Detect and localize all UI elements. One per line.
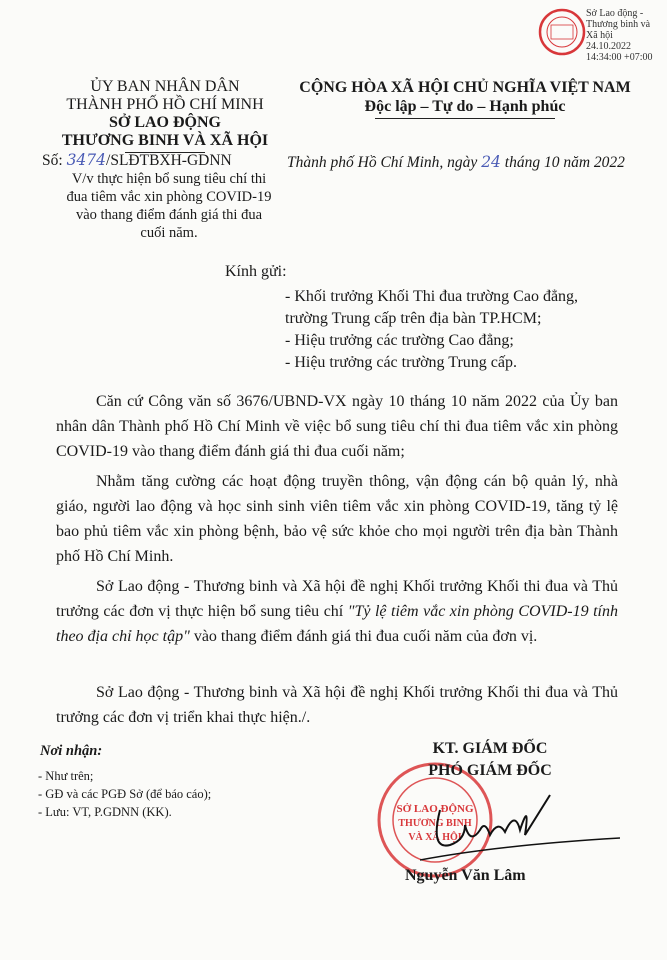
signer-name: Nguyễn Văn Lâm [405, 867, 526, 884]
noi-nhan-item: - Như trên; [38, 769, 94, 783]
text: vào thang điểm đánh giá thi đua cuối năm của đơn vị. [189, 628, 538, 645]
body-paragraph [56, 574, 618, 649]
divider [375, 118, 555, 119]
stamp-line: Thương binh và [586, 19, 651, 30]
issuer-line: ỦY BAN NHÂN DÂN [90, 78, 240, 95]
subject-line: V/v thực hiện bổ sung tiêu chí thi [71, 171, 267, 187]
body-paragraph: Sở Lao động - Thương binh và Xã hội đề nghị Khối trưởng Khối thi đua và Thủ trưởng các đơn vị triển khai thực hiện./. [56, 684, 618, 726]
national-title: CỘNG HÒA XÃ HỘI CHỦ NGHĨA VIỆT NAM [299, 79, 631, 96]
svg-text:SỞ LAO ĐỘNG: SỞ LAO ĐỘNG [396, 803, 474, 815]
noi-nhan-label: Nơi nhận: [40, 743, 103, 759]
svg-text:THƯƠNG BINH: THƯƠNG BINH [398, 818, 472, 829]
criterion-quote: "Tỷ lệ tiêm vắc xin phòng COVID-19 tính theo địa chỉ học tập" [56, 603, 618, 645]
stamp-line: Sở Lao động - [586, 8, 644, 19]
document-number [42, 151, 297, 170]
recipient: - Khối trưởng Khối Thi đua trường Cao đẳng, [285, 288, 579, 305]
subject-line: cuối năm. [140, 225, 198, 241]
stamp-line: Xã hội [586, 30, 613, 41]
noi-nhan-list [38, 767, 211, 821]
handwritten-day: 24 [481, 153, 501, 171]
subject-line: đua tiêm vắc xin phòng COVID-19 [66, 189, 272, 205]
issuer-line: SỞ LAO ĐỘNG [108, 114, 221, 131]
signature-block [390, 738, 590, 782]
recipient: - Hiệu trưởng các trường Trung cấp. [285, 354, 517, 371]
stamp-line: 24.10.2022 [586, 41, 631, 52]
noi-nhan-item: - Lưu: VT, P.GDNN (KK). [38, 805, 172, 819]
number-label: Số: [42, 152, 67, 169]
svg-text:VÀ XÃ HỘI: VÀ XÃ HỘI [408, 832, 462, 843]
handwritten-signature-icon [420, 790, 620, 865]
stamp-line: 14:34:00 +07:00 [586, 52, 653, 63]
recipients-list [285, 286, 578, 374]
handwritten-number: 3474 [66, 151, 107, 169]
subject [44, 170, 294, 242]
date-suffix: tháng 10 năm 2022 [500, 154, 625, 171]
national-header [270, 78, 660, 119]
recipient: - Hiệu trưởng các trường Cao đẳng; [285, 332, 514, 349]
subject-line: vào thang điểm đánh giá thi đua [75, 207, 263, 223]
number-code: /SLĐTBXH-GDNN [106, 152, 232, 169]
issuer-line: THƯƠNG BINH VÀ XÃ HỘI [61, 132, 269, 149]
recipients-label: Kính gửi: [225, 263, 287, 280]
body-paragraph: Căn cứ Công văn số 3676/UBND-VX ngày 10 tháng 10 năm 2022 của Ủy ban nhân dân Thành phố Hồ Chí Minh về việc bổ sung tiêu chí thi đua tiêm vắc xin phòng COVID-19 vào thang điểm đánh giá thi đua cuối năm; [56, 393, 618, 460]
signer-title: PHÓ GIÁM ĐỐC [428, 762, 552, 779]
date-prefix: Thành phố Hồ Chí Minh, ngày [287, 154, 482, 171]
signer-authority: KT. GIÁM ĐỐC [432, 740, 548, 757]
digital-seal-icon [538, 8, 586, 56]
issuer-header [40, 78, 290, 153]
national-motto: Độc lập – Tự do – Hạnh phúc [364, 98, 566, 115]
body-paragraph: Nhằm tăng cường các hoạt động truyền thông, vận động cán bộ quản lý, nhà giáo, người lao động và học sinh sinh viên tiêm vắc xin phòng COVID-19, tăng tỷ lệ bao phủ tiêm vắc xin phòng bệnh, bảo vệ sức khỏe cho mọi người trên địa bàn Thành phố Hồ Chí Minh. [56, 473, 618, 565]
issuer-line: THÀNH PHỐ HỒ CHÍ MINH [66, 96, 264, 113]
digital-signature-info [586, 8, 652, 63]
text: Sở Lao động - Thương binh và Xã hội đề nghị Khối trưởng Khối thi đua và Thủ trưởng các đơn vị thực hiện bổ sung tiêu chí [56, 578, 618, 620]
noi-nhan-item: - GĐ và các PGĐ Sở (để báo cáo); [38, 787, 212, 801]
recipient: trường Trung cấp trên địa bàn TP.HCM; [285, 310, 542, 327]
date-line [287, 153, 625, 172]
